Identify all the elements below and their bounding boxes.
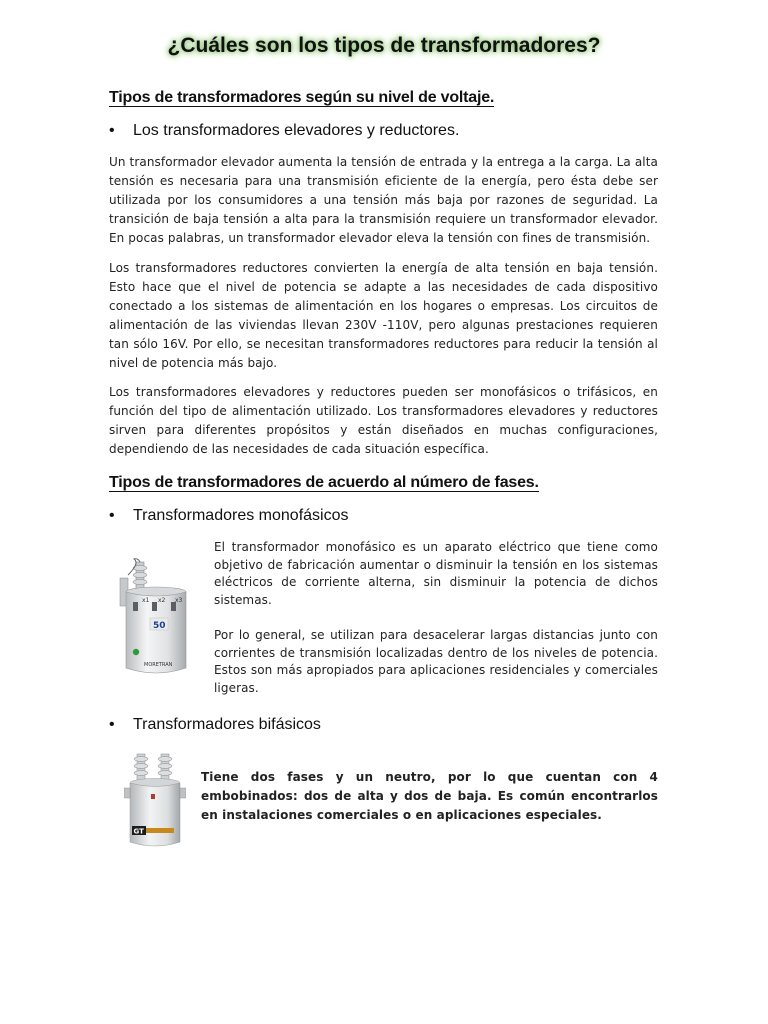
paragraph-reductor: Los transformadores reductores convierten la energía de alta tensión en baja tensión. Esto hace que el nivel de potencia se adapte a las necesidades de cada dispositivo conectado a los sistemas de alimentación en los hogares o empresas. Los circuitos de alimentación de las viviendas llevan 230V -110V, pero algunas prestaciones requieren tan sólo 16V. Por ello, se necesitan transformadores reductores para reducir la tensión al nivel de potencia más bajo. [109,261,658,370]
bullet-label: Transformadores bifásicos [133,716,321,733]
paragraph-bifasico: Tiene dos fases y un neutro, por lo que cuentan con 4 embobinados: dos de alta y dos de baja. Es común encontrarlos en instalaciones comerciales o en aplicaciones especiales. [201,770,658,822]
single-phase-transformer-image [116,556,194,680]
page-title: ¿Cuáles son los tipos de transformadores? [167,34,601,57]
paragraph-monofasico-2: Por lo general, se utilizan para desacelerar largas distancias junto con corrientes de transmisión localizadas dentro de los niveles de potencia. Estos son más apropiados para aplicaciones residenciales y comerciales ligeras. [214,628,658,695]
bullet-monofasicos [109,507,349,525]
bullet-label: Transformadores monofásicos [133,507,349,524]
brand-logo: GT [133,827,144,836]
terminal-label-x3: x3 [175,597,183,604]
bullet-icon: • [109,507,115,524]
bullet-label: Los transformadores elevadores y reductores. [133,122,460,139]
bullet-bifasicos [109,716,321,734]
terminal-label-x2: x2 [158,597,166,604]
paragraph-elevador: Un transformador elevador aumenta la tensión de entrada y la entrega a la carga. La alta tensión es necesaria para una transmisión eficiente de la energía, pero ésta debe ser utilizada por los consumidores a una tensión más baja por razones de seguridad. La transición de baja tensión a alta para la transmisión requiere un transformador elevador. En pocas palabras, un transformador elevador eleva la tensión con fines de transmisión. [109,155,658,245]
section-heading-voltage-text: Tipos de transformadores según su nivel de voltaje. [109,89,495,106]
bullet-elevadores-reductores [109,122,459,140]
bullet-icon: • [109,716,115,733]
paragraph-elevadores-reductores: Los transformadores elevadores y reductores pueden ser monofásicos o trifásicos, en función del tipo de alimentación utilizado. Los transformadores elevadores y reductores sirven para diferentes propósitos y están diseñados en muchas configuraciones, dependiendo de las necesidades de cada situación específica. [109,385,658,456]
rating-number: 50 [153,621,166,631]
paragraph-monofasico-1: El transformador monofásico es un aparato eléctrico que tiene como objetivo de fabricación aumentar o disminuir la tensión en los sistemas eléctricos de corriente alterna, sin disminuir la potencia de dichos sistemas. [214,540,658,607]
two-phase-transformer-image [124,750,186,850]
section-heading-phases-text: Tipos de transformadores de acuerdo al número de fases. [109,474,539,491]
section-heading-phases [109,474,539,492]
section-heading-voltage [109,89,494,107]
brand-label: MORETRAN [144,662,173,668]
bullet-icon: • [109,122,115,139]
terminal-label-x1: x1 [142,597,150,604]
